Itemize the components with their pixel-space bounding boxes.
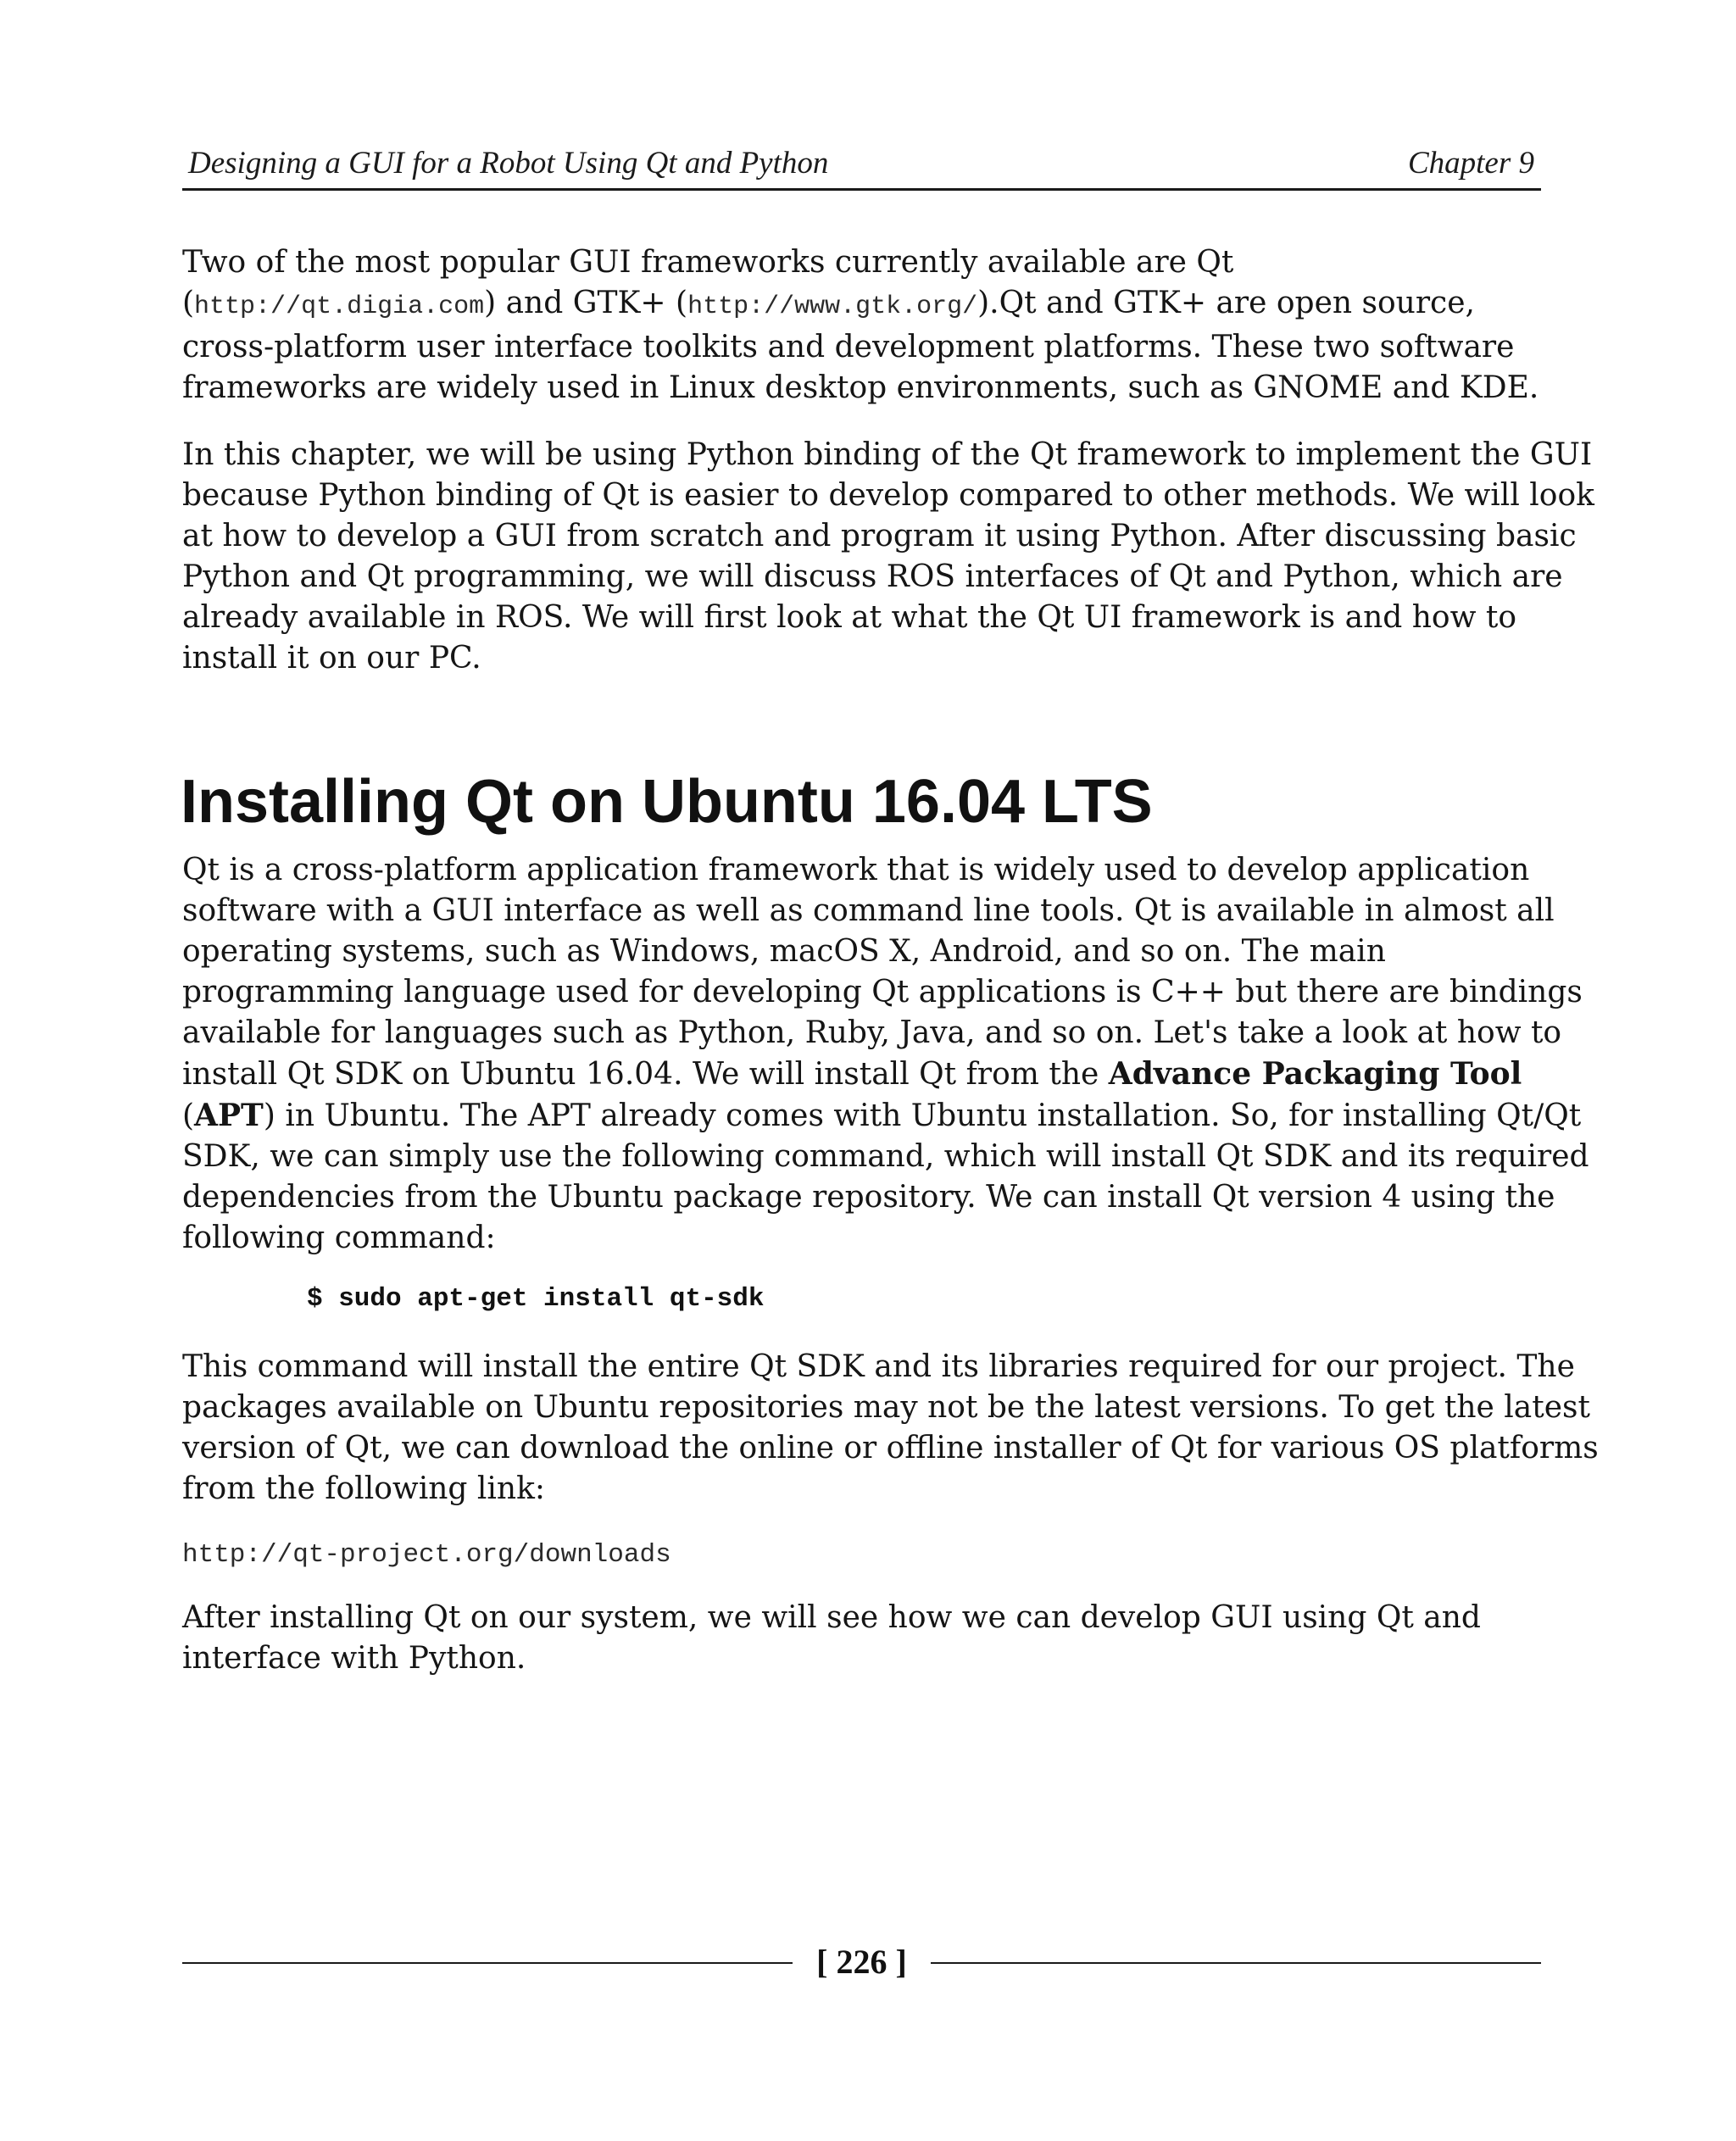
paragraph-line: operating systems, such as Windows, macOS X, Android, and so on. The main: [182, 934, 1386, 969]
bold-term-apt-full: Advance Packaging Tool: [1108, 1056, 1522, 1092]
section-heading: Installing Qt on Ubuntu 16.04 LTS: [181, 768, 1153, 836]
page-number: [ 226 ]: [816, 1943, 907, 1981]
paragraph-line: [182, 283, 1547, 327]
paragraph-intro-frameworks: [182, 242, 1547, 409]
paragraph-line: at how to develop a GUI from scratch and program it using Python. After discussing basic: [182, 519, 1577, 553]
paragraph-line: available for languages such as Python, Ruby, Java, and so on. Let's take a look at how to: [182, 1015, 1562, 1050]
paragraph-line: frameworks are widely used in Linux desktop environments, such as GNOME and KDE.: [182, 370, 1539, 405]
text-fragment: (: [182, 286, 195, 320]
text-fragment: ).Qt and GTK+ are open source,: [977, 286, 1475, 320]
gtk-link[interactable]: http://www.gtk.org/: [687, 292, 978, 321]
paragraph-line: install it on our PC.: [182, 641, 481, 676]
paragraph-line: After installing Qt on our system, we will see how we can develop GUI using Qt and: [182, 1600, 1481, 1635]
paragraph-line: [182, 1095, 1582, 1137]
paragraph-line: SDK, we can simply use the following command, which will install Qt SDK and its required: [182, 1139, 1589, 1174]
paragraph-line: already available in ROS. We will first look at what the Qt UI framework is and how to: [182, 600, 1516, 635]
paragraph-after-install: [182, 1598, 1547, 1679]
paragraph-chapter-overview: [182, 435, 1594, 679]
text-fragment: ) in Ubuntu. The APT already comes with Ubuntu installation. So, for installing Qt/Qt: [263, 1098, 1582, 1133]
paragraph-line: because Python binding of Qt is easier to develop compared to other methods. We will look: [182, 478, 1594, 513]
paragraph-line: from the following link:: [182, 1471, 546, 1506]
paragraph-line: following command:: [182, 1221, 496, 1255]
bold-term-apt: APT: [194, 1098, 264, 1133]
paragraph-qt-description: [182, 850, 1589, 1259]
paragraph-line: Two of the most popular GUI frameworks currently available are Qt: [182, 245, 1234, 280]
paragraph-line: packages available on Ubuntu repositories may not be the latest versions. To get the latest: [182, 1390, 1590, 1425]
paragraph-line: Python and Qt programming, we will discuss ROS interfaces of Qt and Python, which are: [182, 559, 1563, 594]
paragraph-line: Qt is a cross-platform application framework that is widely used to develop application: [182, 853, 1530, 887]
install-command-code: $ sudo apt-get install qt-sdk: [307, 1284, 765, 1314]
paragraph-line: dependencies from the Ubuntu package repository. We can install Qt version 4 using the: [182, 1180, 1555, 1215]
paragraph-line: version of Qt, we can download the online or offline installer of Qt for various OS platforms: [182, 1431, 1599, 1465]
text-fragment: install Qt SDK on Ubuntu 16.04. We will install Qt from the: [182, 1057, 1109, 1092]
paragraph-line: [182, 1054, 1547, 1095]
paragraph-line: In this chapter, we will be using Python binding of the Qt framework to implement the GUI: [182, 437, 1593, 472]
paragraph-line: This command will install the entire Qt SDK and its libraries required for our project. The: [182, 1349, 1575, 1384]
qt-downloads-link[interactable]: http://qt-project.org/downloads: [182, 1540, 671, 1570]
qt-digia-link[interactable]: http://qt.digia.com: [194, 292, 485, 321]
text-fragment: ) and GTK+ (: [484, 286, 688, 320]
paragraph-line: programming language used for developing Qt applications is C++ but there are bindings: [182, 975, 1583, 1009]
text-fragment: (: [182, 1098, 195, 1133]
paragraph-line: software with a GUI interface as well as command line tools. Qt is available in almost all: [182, 893, 1555, 928]
running-header-title: Designing a GUI for a Robot Using Qt and Python: [188, 146, 829, 181]
paragraph-line: interface with Python.: [182, 1641, 526, 1676]
paragraph-line: cross-platform user interface toolkits and development platforms. These two software: [182, 330, 1515, 364]
running-header: [182, 144, 1541, 191]
paragraph-latest-version: [182, 1347, 1599, 1510]
page-footer: [182, 1938, 1541, 1988]
running-header-chapter: Chapter 9: [1407, 146, 1534, 181]
